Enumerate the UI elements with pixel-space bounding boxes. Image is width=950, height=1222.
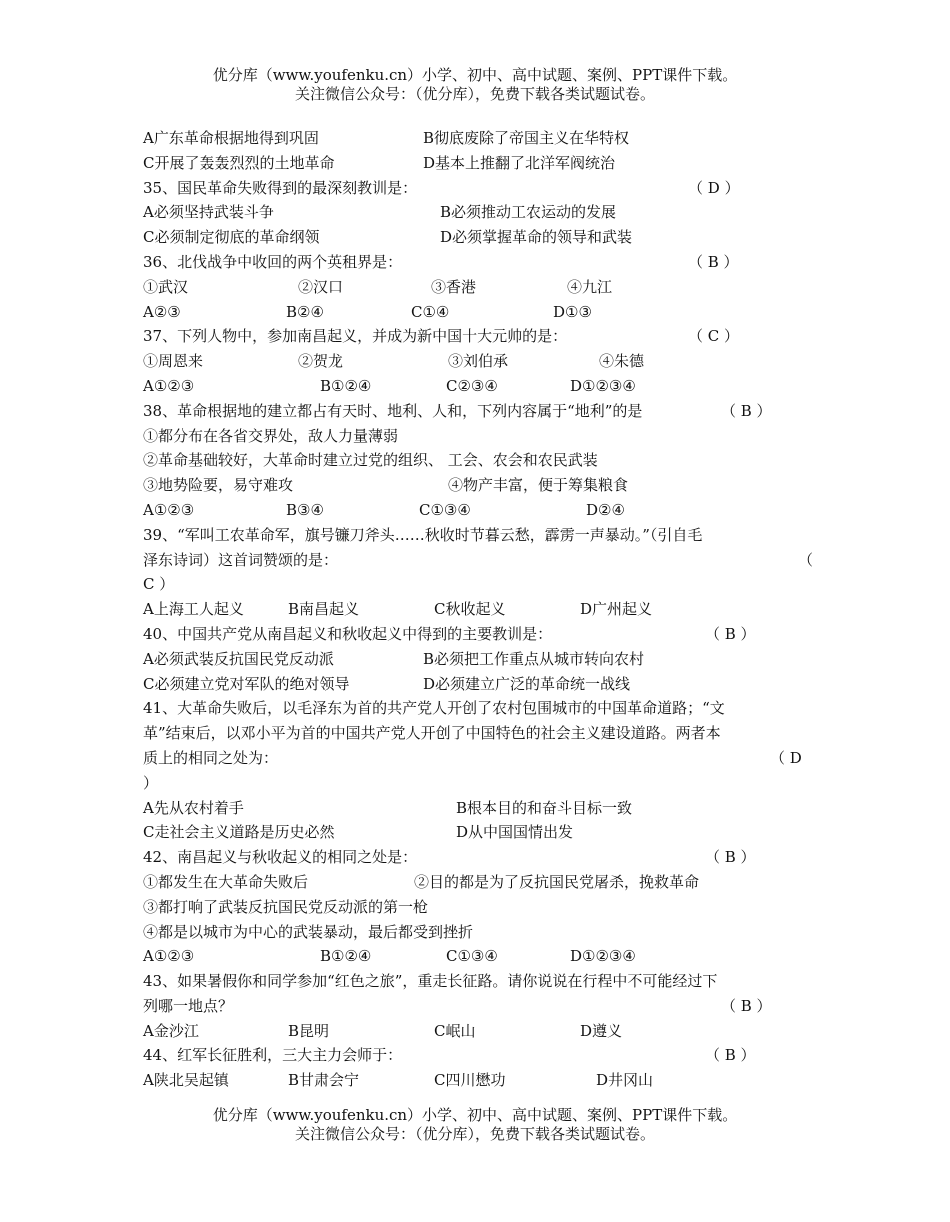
item-3: ③刘伯承 xyxy=(448,352,509,371)
option-c: C①④ xyxy=(411,302,450,321)
answer: C ） xyxy=(143,575,175,594)
q40-options-row-2 xyxy=(143,672,808,697)
option-b: B必须推动工农运动的发展 xyxy=(440,203,617,222)
option-a: A上海工人起义 xyxy=(143,600,244,619)
question-text: 列哪一地点？ xyxy=(143,996,234,1015)
q40-options-row-1 xyxy=(143,647,808,672)
q42-item-3 xyxy=(143,895,808,920)
option-c: C②③④ xyxy=(446,376,498,395)
option-d: D①②③④ xyxy=(570,376,636,395)
item-1: ①武汉 xyxy=(143,277,189,296)
option-c: C①③④ xyxy=(446,947,498,966)
option-b: B③④ xyxy=(286,500,324,519)
option-a: A②③ xyxy=(143,302,181,321)
q44-options xyxy=(143,1068,808,1093)
option-a: A①②③ xyxy=(143,376,195,395)
item-2: ②革命基础较好，大革命时建立过党的组织、 工会、农会和农民武装 xyxy=(143,451,598,470)
option-c: C四川懋功 xyxy=(434,1071,506,1090)
question-text: 35、国民革命失败得到的最深刻教训是： xyxy=(143,178,418,197)
answer: （ B ） xyxy=(705,1046,756,1065)
option-b: B昆明 xyxy=(288,1021,330,1040)
option-d: D遵义 xyxy=(580,1021,623,1040)
item-4: ④都是以城市为中心的武装暴动，最后都受到挫折 xyxy=(143,922,474,941)
item-4: ④九江 xyxy=(567,277,613,296)
option-b: B①②④ xyxy=(320,376,372,395)
q38-item-3-4 xyxy=(143,473,808,498)
q36-stem xyxy=(143,250,808,275)
q39-answer xyxy=(143,572,808,597)
option-d: D井冈山 xyxy=(596,1071,654,1090)
q41-stem-3 xyxy=(143,746,808,771)
option-c: C①③④ xyxy=(419,500,471,519)
question-text: 42、南昌起义与秋收起义的相同之处是： xyxy=(143,848,418,867)
q39-stem-1 xyxy=(143,523,808,548)
q37-stem xyxy=(143,324,808,349)
option-c: C岷山 xyxy=(434,1021,476,1040)
answer: （ D ） xyxy=(688,178,740,197)
option-d: D①②③④ xyxy=(570,947,636,966)
item-1: ①周恩来 xyxy=(143,352,204,371)
question-text: 40、中国共产党从南昌起义和秋收起义中得到的主要教训是： xyxy=(143,624,553,643)
page-footer xyxy=(0,1106,950,1144)
header-line-2: 关注微信公众号：（优分库），免费下载各类试题试卷。 xyxy=(294,85,655,103)
item-2: ②目的都是为了反抗国民党屠杀，挽救革命 xyxy=(414,872,700,891)
q42-options xyxy=(143,944,808,969)
q34-options-row-2 xyxy=(143,151,808,176)
option-b: B②④ xyxy=(286,302,324,321)
item-3: ③地势险要，易守难攻 xyxy=(143,476,294,495)
question-text: 41、大革命失败后，以毛泽东为首的共产党人开创了农村包围城市的中国革命道路；“文 xyxy=(143,699,725,718)
answer-paren: ） xyxy=(143,773,159,792)
q37-options xyxy=(143,374,808,399)
q36-items xyxy=(143,275,808,300)
option-c: C秋收起义 xyxy=(434,600,506,619)
option-a: A必须武装反抗国民党反动派 xyxy=(143,649,334,668)
q36-options xyxy=(143,300,808,325)
option-d: D必须建立广泛的革命统一战线 xyxy=(423,674,631,693)
option-a: A陕北吴起镇 xyxy=(143,1071,229,1090)
option-b: B必须把工作重点从城市转向农村 xyxy=(423,649,645,668)
option-b: B南昌起义 xyxy=(288,600,360,619)
question-text: 质上的相同之处为： xyxy=(143,748,279,767)
option-d: D①③ xyxy=(553,302,592,321)
option-a: A金沙江 xyxy=(143,1021,199,1040)
item-2: ②汉口 xyxy=(298,277,344,296)
question-text: 革”结束后，以邓小平为首的中国共产党人开创了中国特色的社会主义建设道路。两者本 xyxy=(143,724,721,743)
q38-stem xyxy=(143,399,808,424)
q41-options-row-2 xyxy=(143,820,808,845)
question-text: 泽东诗词）这首词赞颂的是： xyxy=(143,550,339,569)
answer: （ B ） xyxy=(721,996,772,1015)
option-a: A广东革命根据地得到巩固 xyxy=(143,129,319,147)
answer: （ B ） xyxy=(705,624,756,643)
option-d: D必须掌握革命的领导和武装 xyxy=(440,228,633,247)
option-b: B彻底废除了帝国主义在华特权 xyxy=(423,129,630,147)
option-c: C开展了轰轰烈烈的土地革命 xyxy=(143,153,335,172)
answer: （ B ） xyxy=(688,252,739,271)
item-4: ④朱德 xyxy=(599,352,645,371)
q44-stem xyxy=(143,1043,808,1068)
header-line-1: 优分库（www.youfenku.cn）小学、初中、高中试题、案例、PPT课件下载。 xyxy=(212,66,738,84)
q42-item-4 xyxy=(143,920,808,945)
answer: （ B ） xyxy=(705,848,756,867)
q43-stem-1 xyxy=(143,969,808,994)
item-1: ①都分布在各省交界处，敌人力量薄弱 xyxy=(143,426,399,445)
option-a: A必须坚持武装斗争 xyxy=(143,203,274,222)
question-text: 44、红军长征胜利，三大主力会师于： xyxy=(143,1046,403,1065)
q41-stem-1 xyxy=(143,696,808,721)
q39-options xyxy=(143,597,808,622)
option-b: B根本目的和奋斗目标一致 xyxy=(456,798,633,817)
item-3: ③都打响了武装反抗国民党反动派的第一枪 xyxy=(143,897,429,916)
q38-item-1 xyxy=(143,424,808,449)
item-2: ②贺龙 xyxy=(298,352,344,371)
option-c: C必须制定彻底的革命纲领 xyxy=(143,228,320,247)
option-c: C必须建立党对军队的绝对领导 xyxy=(143,674,350,693)
option-a: A①②③ xyxy=(143,500,195,519)
answer: （ D xyxy=(770,748,802,767)
option-d: D基本上推翻了北洋军阀统治 xyxy=(423,153,616,172)
question-text: 36、北伐战争中收回的两个英租界是： xyxy=(143,252,403,271)
question-text: 38、革命根据地的建立都占有天时、地利、人和，下列内容属于“地利”的是 xyxy=(143,401,643,420)
q41-stem-2 xyxy=(143,721,808,746)
option-d: D从中国国情出发 xyxy=(456,823,574,842)
answer: （ B ） xyxy=(721,401,772,420)
q42-stem xyxy=(143,845,808,870)
question-text: 39、“军叫工农革命军，旗号镰刀斧头……秋收时节暮云愁，霹雳一声暴动。”（引自毛 xyxy=(143,525,703,544)
q41-answer-close xyxy=(143,771,808,796)
q37-items xyxy=(143,349,808,374)
q43-options xyxy=(143,1019,808,1044)
page-header xyxy=(0,66,950,104)
question-list xyxy=(143,126,814,1093)
option-d: D广州起义 xyxy=(580,600,653,619)
item-1: ①都发生在大革命失败后 xyxy=(143,872,309,891)
option-a: A①②③ xyxy=(143,947,195,966)
footer-line-2: 关注微信公众号：（优分库），免费下载各类试题试卷。 xyxy=(294,1125,655,1143)
answer: （ C ） xyxy=(688,327,740,346)
question-text: 37、下列人物中，参加南昌起义，并成为新中国十大元帅的是： xyxy=(143,327,568,346)
q39-stem-2 xyxy=(143,548,814,573)
option-b: B甘肃会宁 xyxy=(288,1071,360,1090)
item-3: ③香港 xyxy=(431,277,477,296)
q41-options-row-1 xyxy=(143,796,808,821)
q34-options-row-1 xyxy=(143,126,808,151)
option-c: C走社会主义道路是历史必然 xyxy=(143,823,335,842)
q35-options-row-2 xyxy=(143,225,808,250)
option-b: B①②④ xyxy=(320,947,372,966)
option-a: A先从农村着手 xyxy=(143,798,244,817)
question-text: 43、如果暑假你和同学参加“红色之旅”，重走长征路。请你说说在行程中不可能经过下 xyxy=(143,972,718,991)
q35-stem xyxy=(143,176,808,201)
footer-line-1: 优分库（www.youfenku.cn）小学、初中、高中试题、案例、PPT课件下载。 xyxy=(212,1106,738,1124)
q35-options-row-1 xyxy=(143,200,808,225)
answer-paren: （ xyxy=(798,550,814,569)
option-d: D②④ xyxy=(586,500,625,519)
q40-stem xyxy=(143,622,808,647)
q38-options xyxy=(143,498,808,523)
item-4: ④物产丰富，便于筹集粮食 xyxy=(448,476,629,495)
q43-stem-2 xyxy=(143,994,808,1019)
q42-item-1-2 xyxy=(143,870,808,895)
q38-item-2 xyxy=(143,448,808,473)
